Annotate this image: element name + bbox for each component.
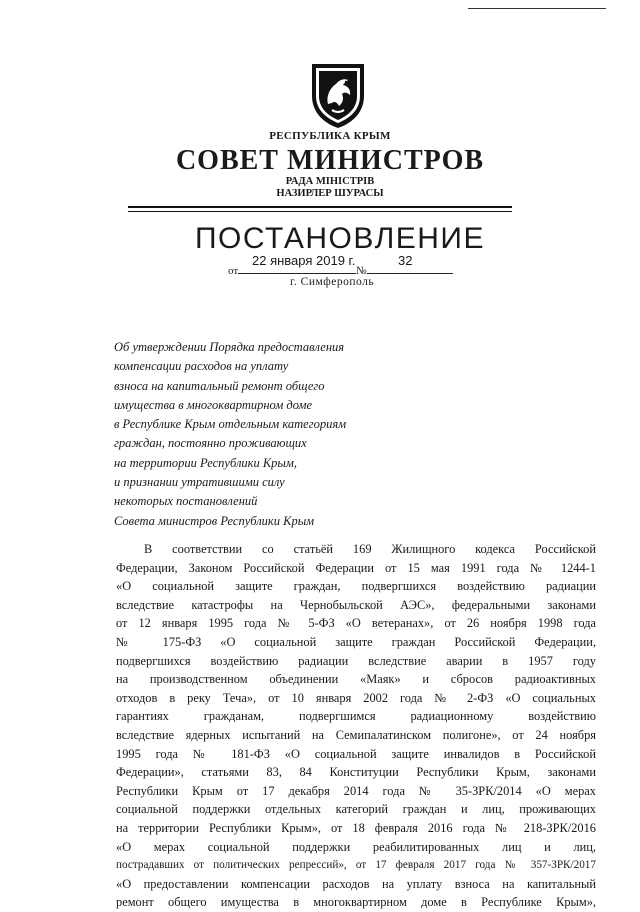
from-label: от (228, 265, 239, 277)
top-rule (468, 8, 606, 9)
document-number: 32 (398, 253, 413, 268)
title-line: Совета министров Республики Крым (114, 513, 315, 528)
body-line: Федерации, Законом Российской Федерации от 15 мая 1991 года № 1244-1 (116, 560, 596, 575)
title-line: граждан, постоянно проживающих (114, 436, 307, 451)
title-line: Об утверждении Порядка предоставления (114, 340, 345, 354)
title-line: в Республике Крым отдельным категориям (114, 417, 347, 432)
body-line: вследствие ядерных испытаний на Семипалатинском полигоне», от 24 ноября (116, 727, 596, 742)
body-line: «О предоставлении компенсации расходов на уплату взноса на капитальный (116, 876, 596, 891)
document-date: 22 января 2019 г. (252, 253, 356, 268)
council-name-ukrainian: РАДА МІНІСТРІВ (285, 176, 375, 187)
document-body (116, 540, 596, 912)
title-line: компенсации расходов на уплату (114, 359, 289, 374)
republic-name: РЕСПУБЛИКА КРЫМ (269, 130, 391, 142)
title-line: взноса на капитальный ремонт общего (114, 378, 325, 393)
body-line: № 175-ФЗ «О социальной защите граждан Российской Федерации, (116, 634, 596, 649)
body-line: на производственном объединении «Маяк» и сбросов радиоактивных (116, 672, 596, 687)
date-number-lines (228, 263, 453, 277)
body-line: гарантиях гражданам, подвергшимся радиационному воздействию (116, 709, 596, 724)
title-line: на территории Республики Крым, (114, 455, 297, 470)
issuer-header (0, 130, 640, 200)
body-line: В соответствии со статьёй 169 Жилищного кодекса Российской (144, 542, 596, 556)
body-line: подвергшихся воздействию радиации вследствие аварии в 1957 году (116, 653, 596, 668)
body-line: 1995 года № 181-ФЗ «О социальной защите инвалидов в Российской (116, 746, 596, 761)
number-label: № (356, 265, 367, 277)
body-line: вследствие катастрофы на Чернобыльской АЭС», федеральными законами (116, 597, 596, 612)
body-line: социальной поддержки отдельных категорий граждан и лиц, проживающих (116, 802, 596, 817)
body-line: Республики Крым от 17 декабря 2014 года № 35-ЗРК/2014 «О мерах (116, 783, 596, 798)
body-line: «О мерах социальной поддержки реабилитированных лиц и лиц, (116, 839, 596, 854)
body-line: пострадавших от политических репрессий», от 17 февраля 2017 года № 357-ЗРК/2017 (116, 859, 596, 872)
body-line: ремонт общего имущества в многоквартирном доме в Республике Крым», (116, 895, 596, 910)
body-line: от 12 января 1995 года № 5-ФЗ «О ветеранах», от 26 ноября 1998 года (116, 616, 596, 631)
document-title (114, 338, 414, 531)
body-line: отходов в реку Теча», от 10 января 2002 года № 2-ФЗ «О социальных (116, 690, 596, 705)
body-line: на территории Республики Крым», от 18 февраля 2016 года № 218-ЗРК/2016 (116, 820, 596, 835)
council-name-crimean-tatar: НАЗИРЛЕР ШУРАСЫ (276, 188, 384, 199)
council-name: СОВЕТ МИНИСТРОВ (175, 145, 485, 176)
number-line (367, 263, 453, 274)
header-rule-thick (128, 206, 512, 208)
title-line: некоторых постановлений (114, 494, 258, 509)
body-line: Федерации», статьями 83, 84 Конституции Республики Крым, законами (116, 765, 596, 780)
document-type: ПОСТАНОВЛЕНИЕ (194, 222, 485, 255)
date-line (238, 263, 356, 274)
city: г. Симферополь (290, 276, 375, 288)
crimea-emblem-icon (306, 60, 370, 130)
title-line: и признании утратившими силу (114, 475, 285, 490)
header-rule-thin (128, 211, 512, 212)
title-line: имущества в многоквартирном доме (114, 397, 313, 412)
body-line: «О социальной защите граждан, подвергшихся воздействию радиации (116, 579, 596, 594)
